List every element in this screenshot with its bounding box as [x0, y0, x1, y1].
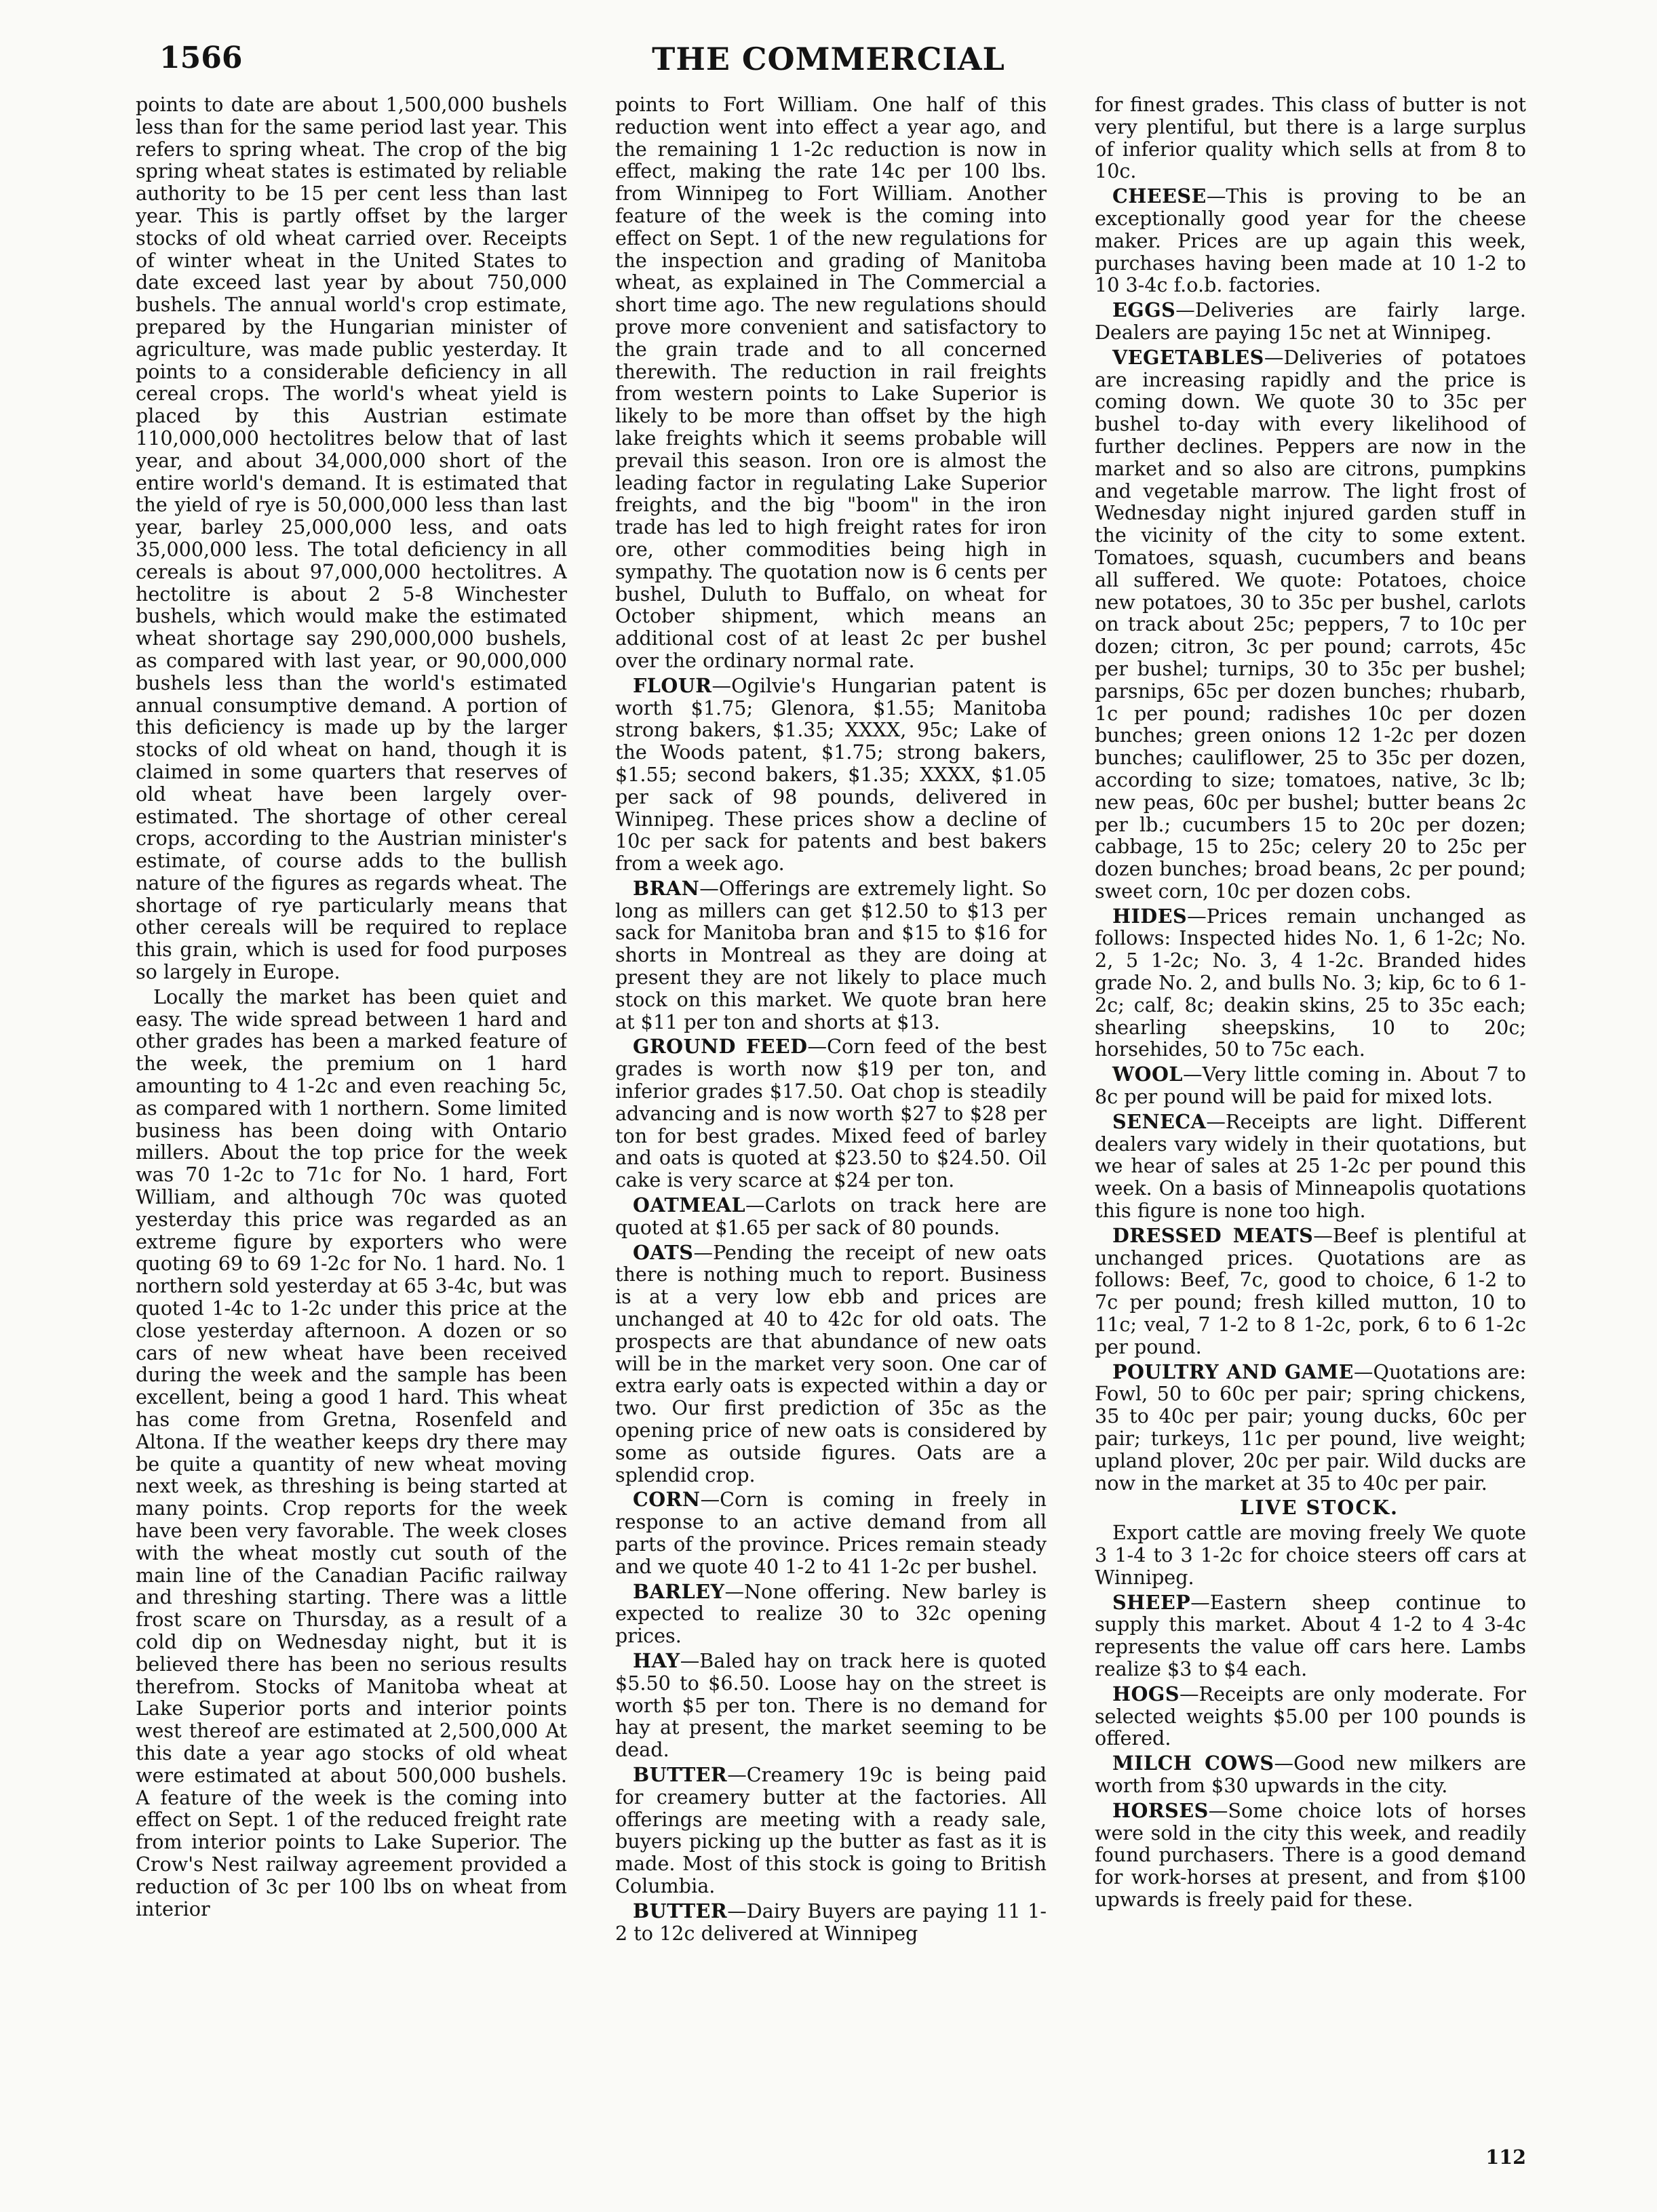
article-paragraph: BUTTER—Creamery 19c is being paid for creamery butter at the factories. All offerings are meeting with a ready sale, buyers picking up the butter as fast as it is made. Most of this stock is going to British Columbia. — [615, 1762, 1047, 1897]
paragraph-text: Some choice lots of horses were sold in the city this week, and readily found purchasers. There is a good demand for work-horses at present, and from $100 upwards is freely paid for these. — [1095, 1798, 1526, 1911]
market-heading: OATS — [633, 1240, 694, 1264]
article-paragraph — [615, 94, 1047, 672]
paragraph-text: Dairy Buyers are paying 11 1-2 to 12c delivered at Winnipeg — [615, 1899, 1047, 1945]
paragraph-text: Eastern sheep continue to supply this market. About 4 1-2 to 4 3-4c represents the value off cars here. Lambs realize $3 to $4 each. — [1095, 1590, 1526, 1680]
article-paragraph: OATMEAL—Carlots on track here are quoted at $1.65 per sack of 80 pounds. — [615, 1193, 1047, 1239]
paragraph-text: Deliveries are fairly large. Dealers are paying 15c net at Winnipeg. — [1095, 298, 1526, 344]
article-paragraph: CHEESE—This is proving to be an exceptionally good year for the cheese maker. Prices are up again this week, purchases having been made at 10 1-2 to 10 3-4c f.o.b. factories. — [1095, 184, 1526, 297]
paragraph-text: for finest grades. This class of butter is not very plentiful, but there is a large surplus of inferior quality which sells at from 8 to 10c. — [1095, 94, 1526, 183]
paragraph-text: Offerings are extremely light. So long as millers can get $12.50 to $13 per sack for Manitoba bran and $15 to $16 for shorts in Montreal as they are doing at present they are not likely to place much stock on this market. We quote bran here at $11 per ton and shorts at $13. — [615, 876, 1047, 1033]
market-heading: GROUND FEED — [633, 1035, 808, 1059]
paragraph-text: Good new milkers are worth from $30 upwards in the city. — [1095, 1752, 1526, 1797]
article-paragraph: MILCH COWS—Good new milkers are worth from $30 upwards in the city. — [1095, 1752, 1526, 1797]
article-paragraph — [1095, 1522, 1526, 1588]
article-paragraph: SENECA—Receipts are light. Different dealers vary widely in their quotations, but we hear of sales at 25 1-2c per pound this week. On a basis of Minneapolis quotations this figure is none too high. — [1095, 1109, 1526, 1223]
column-1 — [136, 94, 567, 2169]
paragraph-text: Creamery 19c is being paid for creamery butter at the factories. All offerings are meeting with a ready sale, buyers picking up the butter as fast as it is made. Most of this stock is going to British Columbia. — [615, 1762, 1047, 1897]
paragraph-text: None offering. New barley is expected to realize 30 to 32c opening prices. — [615, 1579, 1047, 1648]
article-paragraph — [1095, 94, 1526, 182]
paragraph-text: Very little coming in. About 7 to 8c per pound will be paid for mixed lots. — [1095, 1063, 1526, 1109]
market-heading: HOGS — [1112, 1682, 1180, 1705]
market-heading: CORN — [633, 1488, 701, 1512]
market-heading: MILCH COWS — [1112, 1752, 1274, 1775]
paragraph-text: points to Fort William. One half of this reduction went into effect a year ago, and the remaining 1 1-2c reduction is now in effect, making the rate 14c per 100 lbs. from Winnipeg to Fort William. Another feature of the week is the coming into effect on Sept. 1 of the new regulations for the inspection and grading of Manitoba wheat, as explained in The Commercial a short time ago. The new regulations should prove more convenient and satisfactory to the grain trade and to all concerned therewith. The reduction in rail freights from western points to Lake Superior is likely to be more than offset by the high lake freights which it seems probable will prevail this season. Iron ore is almost the leading factor in regulating Lake Superior freights, and the big "boom" in the iron trade has led to high freight rates for iron ore, other commodities being high in sympathy. The quotation now is 6 cents per bushel, Duluth to Buffalo, on wheat for October shipment, which means an additional cost of at least 2c per bushel over the ordinary normal rate. — [615, 94, 1047, 672]
market-heading: VEGETABLES — [1112, 345, 1264, 369]
paragraph-text: Corn feed of the best grades is worth now $19 per ton, and inferior grades $17.50. Oat chop is steadily advancing and is now worth $27 to $28 per ton for best grades. Mixed feed of barley and oats is quoted at $23.50 to $24.50. Oil cake is very scarce at $24 per ton. — [615, 1035, 1047, 1192]
article-paragraph: WOOL—Very little coming in. About 7 to 8c per pound will be paid for mixed lots. — [1095, 1063, 1526, 1109]
market-heading: BUTTER — [633, 1899, 728, 1922]
article-paragraph — [136, 94, 567, 983]
article-paragraph: HOGS—Receipts are only moderate. For selected weights $5.00 per 100 pounds is offered. — [1095, 1682, 1526, 1750]
market-heading: WOOL — [1112, 1063, 1184, 1086]
article-paragraph: BRAN—Offerings are extremely light. So long as millers can get $12.50 to $13 per sack for Manitoba bran and $15 to $16 for shorts in Montreal as they are doing at present they are not likely to place much stock on this market. We quote bran here at $11 per ton and shorts at $13. — [615, 876, 1047, 1033]
paragraph-text: Pending the receipt of new oats there is nothing much to report. Business is at a very low ebb and prices are unchanged at 40 to 42c for old oats. The prospects are that abundance of new oats will be in the market very soon. One car of extra early oats is expected within a day or two. Our first prediction of 35c as the opening price of new oats is considered by some as outside figures. Oats are a splendid crop. — [615, 1240, 1047, 1486]
market-heading: POULTRY AND GAME — [1112, 1360, 1354, 1383]
article-paragraph: VEGETABLES—Deliveries of potatoes are increasing rapidly and the price is coming down. We quote 30 to 35c per bushel to-day with every likelihood of further declines. Peppers are now in the market and so also are citrons, pumpkins and vegetable marrow. The light frost of Wednesday night injured garden stuff in the vicinity of the city to some extent. Tomatoes, squash, cucumbers and beans all suffered. We quote: Potatoes, choice new potatoes, 30 to 35c per bushel, carlots on track about 25c; peppers, 7 to 10c per dozen; citron, 3c per pound; carrots, 45c per bushel; turnips, 30 to 35c per bushel; parsnips, 65c per dozen bunches; rhubarb, 1c per pound; radishes 10c per dozen bunches; green onions 12 1-2c per dozen bunches; cauliflower, 25 to 35c per dozen, according to size; tomatoes, native, 3c lb; new peas, 60c per bushel; butter beans 2c per lb.; cucumbers 15 to 20c per dozen; cabbage, 15 to 25c; celery 20 to 25c per dozen bunches; broad beans, 2c per pound; sweet corn, 10c per dozen cobs. — [1095, 345, 1526, 903]
page-number: 1566 — [159, 41, 243, 75]
paragraph-text: This is proving to be an exceptionally good year for the cheese maker. Prices are up again this week, purchases having been made at 10 1-2 to 10 3-4c f.o.b. factories. — [1095, 184, 1526, 297]
market-heading: SHEEP — [1112, 1590, 1191, 1614]
paragraph-text: Quotations are: Fowl, 50 to 60c per pair; spring chickens, 35 to 40c per pair; young ducks, 60c per pair; turkeys, 11c per pound, live weight; upland plover, 20c per pair. Wild ducks are now in the market at 35 to 40c per pair. — [1095, 1360, 1526, 1495]
market-heading: BUTTER — [633, 1762, 728, 1786]
article-paragraph: FLOUR—Ogilvie's Hungarian patent is worth $1.75; Glenora, $1.55; Manitoba strong bakers, $1.35; XXXX, 95c; Lake of the Woods patent, $1.75; strong bakers, $1.55; second bakers, $1.35; XXXX, $1.05 per sack of 98 pounds, delivered in Winnipeg. These prices show a decline of 10c per sack for patents and best bakers from a week ago. — [615, 673, 1047, 875]
market-heading: FLOUR — [633, 673, 712, 697]
article-paragraph: GROUND FEED—Corn feed of the best grades is worth now $19 per ton, and inferior grades $17.50. Oat chop is steadily advancing and is now worth $27 to $28 per ton for best grades. Mixed feed of barley and oats is quoted at $23.50 to $24.50. Oil cake is very scarce at $24 per ton. — [615, 1035, 1047, 1192]
article-paragraph: CORN—Corn is coming in freely in response to an active demand from all parts of the province. Prices remain steady and we quote 40 1-2 to 41 1-2c per bushel. — [615, 1488, 1047, 1578]
article-paragraph: HIDES—Prices remain unchanged as follows: Inspected hides No. 1, 6 1-2c; No. 2, 5 1-2c; No. 3, 4 1-2c. Branded hides grade No. 2, and bulls No. 3; kip, 6c to 6 1-2c; calf, 8c; deakin skins, 25 to 35c each; shearling sheepskins, 10 to 20c; horsehides, 50 to 75c each. — [1095, 904, 1526, 1061]
page-header — [0, 41, 1657, 88]
footer-mark: 112 — [1485, 2146, 1526, 2169]
article-paragraph: HAY—Baled hay on track here is quoted $5.50 to $6.50. Loose hay on the street is worth $5 per ton. There is no demand for hay at present, the market seeming to be dead. — [615, 1648, 1047, 1762]
paragraph-text: points to date are about 1,500,000 bushels less than for the same period last year. This refers to spring wheat. The crop of the big spring wheat states is estimated by reliable authority to be 15 per cent less than last year. This is partly offset by the larger stocks of old wheat carried over. Receipts of winter wheat in the United States to date exceed last year by about 750,000 bushels. The annual world's crop estimate, prepared by the Hungarian minister of agriculture, was made public yesterday. It points to a considerable deficiency in all cereal crops. The world's wheat yield is placed by this Austrian estimate 110,000,000 hectolitres below that of last year, and about 34,000,000 short of the entire world's demand. It is estimated that the yield of rye is 50,000,000 less than last year, barley 25,000,000 less, and oats 35,000,000 less. The total deficiency in all cereals is about 97,000,000 hectolitres. A hectolitre is about 2 5-8 Winchester bushels, which would make the estimated wheat shortage say 290,000,000 bushels, as compared with last year, or 90,000,000 bushels less than the world's estimated annual consumptive demand. A portion of this deficiency is made up by the larger stocks of old wheat on hand, though it is claimed in some quarters that reserves of old wheat have been largely over-estimated. The shortage of other cereal crops, according to the Austrian minister's estimate, of course adds to the bullish nature of the figures as regards wheat. The shortage of rye particularly means that other cereals will be required to replace this grain, which is used for food purposes so largely in Europe. — [136, 94, 567, 984]
paragraph-text: Carlots on track here are quoted at $1.65 per sack of 80 pounds. — [615, 1193, 1047, 1239]
masthead: THE COMMERCIAL — [652, 41, 1005, 77]
market-heading: DRESSED MEATS — [1112, 1223, 1314, 1247]
market-heading: SENECA — [1112, 1109, 1207, 1133]
article-paragraph: SHEEP—Eastern sheep continue to supply this market. About 4 1-2 to 4 3-4c represents the value off cars here. Lambs realize $3 to $4 each. — [1095, 1590, 1526, 1680]
market-heading: CHEESE — [1112, 184, 1207, 208]
article-paragraph: OATS—Pending the receipt of new oats there is nothing much to report. Business is at a very low ebb and prices are unchanged at 40 to 42c for old oats. The prospects are that abundance of new oats will be in the market very soon. One car of extra early oats is expected within a day or two. Our first prediction of 35c as the opening price of new oats is considered by some as outside figures. Oats are a splendid crop. — [615, 1240, 1047, 1486]
paragraph-text: Baled hay on track here is quoted $5.50 to $6.50. Loose hay on the street is worth $5 per ton. There is no demand for hay at present, the market seeming to be dead. — [615, 1648, 1047, 1762]
article-paragraph: BARLEY—None offering. New barley is expected to realize 30 to 32c opening prices. — [615, 1579, 1047, 1648]
paragraph-text: Ogilvie's Hungarian patent is worth $1.75; Glenora, $1.55; Manitoba strong bakers, $1.35; XXXX, 95c; Lake of the Woods patent, $1.75; strong bakers, $1.55; second bakers, $1.35; XXXX, $1.05 per sack of 98 pounds, delivered in Winnipeg. These prices show a decline of 10c per sack for patents and best bakers from a week ago. — [615, 673, 1047, 875]
market-heading: HIDES — [1112, 904, 1188, 928]
market-heading: HORSES — [1112, 1798, 1209, 1822]
paragraph-text: Deliveries of potatoes are increasing rapidly and the price is coming down. We quote 30 to 35c per bushel to-day with every likelihood of further declines. Peppers are now in the market and so also are citrons, pumpkins and vegetable marrow. The light frost of Wednesday night injured garden stuff in the vicinity of the city to some extent. Tomatoes, squash, cucumbers and beans all suffered. We quote: Potatoes, choice new potatoes, 30 to 35c per bushel, carlots on track about 25c; peppers, 7 to 10c per dozen; citron, 3c per pound; carrots, 45c per bushel; turnips, 30 to 35c per bushel; parsnips, 65c per dozen bunches; rhubarb, 1c per pound; radishes 10c per dozen bunches; green onions 12 1-2c per dozen bunches; cauliflower, 25 to 35c per dozen, according to size; tomatoes, native, 3c lb; new peas, 60c per bushel; butter beans 2c per lb.; cucumbers 15 to 20c per dozen; cabbage, 15 to 25c; celery 20 to 25c per dozen bunches; broad beans, 2c per pound; sweet corn, 10c per dozen cobs. — [1095, 345, 1526, 903]
market-heading: BARLEY — [633, 1579, 725, 1603]
article-paragraph: POULTRY AND GAME—Quotations are: Fowl, 50 to 60c per pair; spring chickens, 35 to 40c per pair; young ducks, 60c per pair; turkeys, 11c per pound, live weight; upland plover, 20c per pair. Wild ducks are now in the market at 35 to 40c per pair. — [1095, 1360, 1526, 1495]
market-heading: EGGS — [1112, 298, 1176, 322]
article-paragraph: DRESSED MEATS—Beef is plentiful at unchanged prices. Quotations are as follows: Beef, 7c, good to choice, 6 1-2 to 7c per pound; fresh killed mutton, 10 to 11c; veal, 7 1-2 to 8 1-2c, pork, 6 to 6 1-2c per pound. — [1095, 1223, 1526, 1358]
article-paragraph — [136, 986, 567, 1920]
paragraph-text: Prices remain unchanged as follows: Inspected hides No. 1, 6 1-2c; No. 2, 5 1-2c; No. 3, 4 1-2c. Branded hides grade No. 2, and bulls No. 3; kip, 6c to 6 1-2c; calf, 8c; deakin skins, 25 to 35c each; shearling sheepskins, 10 to 20c; horsehides, 50 to 75c each. — [1095, 904, 1526, 1061]
paragraph-text: Beef is plentiful at unchanged prices. Quotations are as follows: Beef, 7c, good to choice, 6 1-2 to 7c per pound; fresh killed mutton, 10 to 11c; veal, 7 1-2 to 8 1-2c, pork, 6 to 6 1-2c per pound. — [1095, 1223, 1526, 1358]
section-heading: LIVE STOCK. — [1240, 1496, 1399, 1520]
article-paragraph: BUTTER—Dairy Buyers are paying 11 1-2 to 12c delivered at Winnipeg — [615, 1899, 1047, 1945]
paragraph-text: Receipts are only moderate. For selected weights $5.00 per 100 pounds is offered. — [1095, 1682, 1526, 1750]
market-heading: HAY — [633, 1648, 680, 1672]
article-paragraph: EGGS—Deliveries are fairly large. Dealers are paying 15c net at Winnipeg. — [1095, 298, 1526, 344]
column-3 — [1095, 94, 1526, 2169]
paragraph-text: Export cattle are moving freely We quote 3 1-4 to 3 1-2c for choice steers off cars at Winnipeg. — [1095, 1521, 1526, 1589]
article-paragraph: HORSES—Some choice lots of horses were sold in the city this week, and readily found purchasers. There is a good demand for work-horses at present, and from $100 upwards is freely paid for these. — [1095, 1798, 1526, 1911]
column-2 — [615, 94, 1047, 2169]
market-heading: BRAN — [633, 876, 700, 900]
paragraph-text: Locally the market has been quiet and easy. The wide spread between 1 hard and other grades has been a marked feature of the week, the premium on 1 hard amounting to 4 1-2c and even reaching 5c, as compared with 1 northern. Some limited business has been doing with Ontario millers. About the top price for the week was 70 1-2c to 71c for No. 1 hard, Fort William, and although 70c was quoted yesterday this price was regarded as an extreme figure by exporters who were quoting 69 to 69 1-2c for No. 1 hard. No. 1 northern sold yesterday at 65 3-4c, but was quoted 1-4c to 1-2c under this price at the close yesterday afternoon. A dozen or so cars of new wheat have been received during the week and the sample has been excellent, being a good 1 hard. This wheat has come from Gretna, Rosenfeld and Altona. If the weather keeps dry there may be quite a quantity of new wheat moving next week, as threshing is being started at many points. Crop reports for the week have been very favorable. The week closes with the wheat mostly cut south of the main line of the Canadian Pacific railway and threshing starting. There was a little frost scare on Thursday, as a result of a cold dip on Wednesday night, but it is believed there has been no serious results therefrom. Stocks of Manitoba wheat at Lake Superior ports and interior points west thereof are estimated at 2,500,000 At this date a year ago stocks of old wheat were estimated at about 500,000 bushels. A feature of the week is the coming into effect on Sept. 1 of the reduced freight rate from interior points to Lake Superior. The Crow's Nest railway agreement provided a reduction of 3c per 100 lbs on wheat from interior — [136, 985, 567, 1920]
market-heading: OATMEAL — [633, 1193, 746, 1217]
paragraph-text: Receipts are light. Different dealers vary widely in their quotations, but we hear of sales at 25 1-2c per pound this week. On a basis of Minneapolis quotations this figure is none too high. — [1095, 1109, 1526, 1223]
paragraph-text: Corn is coming in freely in response to an active demand from all parts of the province. Prices remain steady and we quote 40 1-2 to 41 1-2c per bushel. — [615, 1488, 1047, 1578]
